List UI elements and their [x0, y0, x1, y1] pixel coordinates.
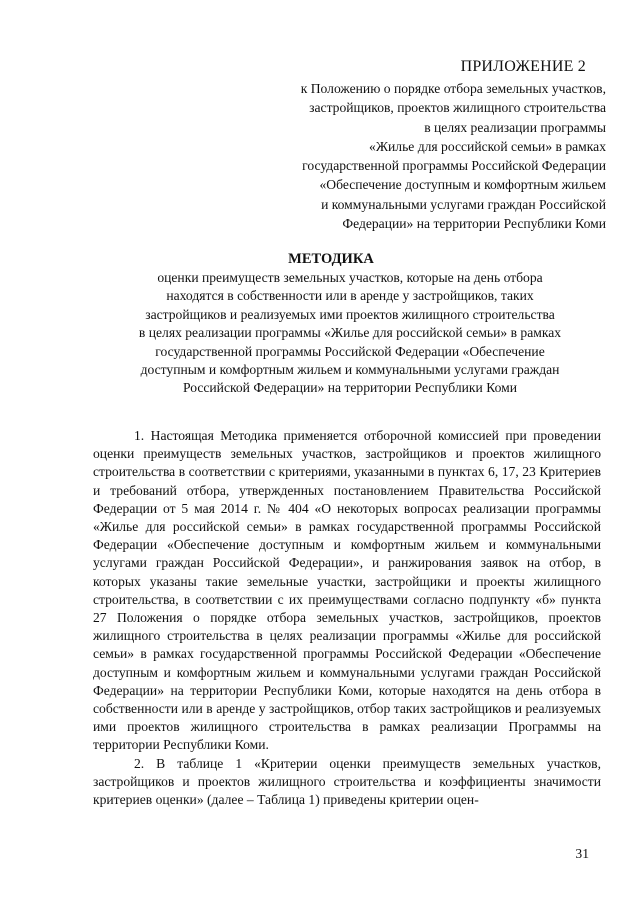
paragraph-2: 2. В таблице 1 «Критерии оценки преимуществ земельных участков, застройщиков и проектов жилищного строительства и коэффициенты значимости критериев оценки» (далее – Таблица 1) приведены критерии оцен- [93, 755, 601, 808]
method-line: оценки преимуществ земельных участков, которые на день отбора [157, 270, 543, 285]
appendix-subtitle [186, 79, 606, 233]
appendix-line: «Обеспечение доступным и комфортным жильем [319, 177, 606, 193]
appendix-line: и коммунальными услугами граждан Российской [321, 196, 606, 212]
appendix-line: застройщиков, проектов жилищного строительства [309, 100, 606, 116]
appendix-line: в целях реализации программы [424, 119, 606, 135]
appendix-title: ПРИЛОЖЕНИЕ 2 [460, 58, 586, 75]
method-title: МЕТОДИКА [288, 251, 374, 267]
method-line: доступным и комфортным жильем и коммунальными услугами граждан [140, 362, 560, 378]
method-line: застройщиков и реализуемых ими проектов жилищного строительства [145, 306, 555, 322]
appendix-line: Федерации» на территории Республики Коми [342, 216, 606, 232]
method-subtitle [100, 269, 600, 398]
appendix-line: к Положению о порядке отбора земельных участков, [300, 81, 606, 96]
method-line: в целях реализации программы «Жилье для российской семьи» в рамках [138, 325, 562, 341]
appendix-line: государственной программы Российской Федерации [302, 158, 606, 174]
appendix-line: «Жилье для российской семьи» в рамках [369, 138, 606, 154]
method-line: Российской Федерации» на территории Республики Коми [182, 380, 518, 396]
page-number: 31 [575, 846, 589, 861]
method-line: находятся в собственности или в аренде у застройщиков, таких [166, 288, 534, 304]
method-line: государственной программы Российской Федерации «Обеспечение [155, 343, 545, 359]
paragraph-1: 1. Настоящая Методика применяется отборочной комиссией при проведении оценки преимуществ земельных участков, застройщиков и проектов жилищного строительства в соответствии с критериями, указанными в пунктах 6, 17, 23 Критериев и требований отбора, утвержденных постановлением Правительства Российской Федерации от 5 мая 2014 г. № 404 «О некоторых вопросах реализации программы «Жилье для российской семьи» в рамках государственной программы Российской Федерации «Обеспечение доступным и комфортным жильем и коммунальными услугами граждан Российской Федерации», и ранжирования заявок на отбор, в которых указаны такие земельные участки, застройщики и проекты жилищного строительства, в соответствии с их преимуществами согласно подпункту «б» пункта 27 Положения о порядке отбора земельных участков, застройщиков, проектов жилищного строительства в целях реализации программы «Жилье для российской семьи» в рамках государственной программы Российской Федерации «Обеспечение доступным и комфортным жильем и коммунальными услугами граждан Российской Федерации» на территории Республики Коми, которые находятся на день отбора в собственности или в аренде у застройщиков, отбор таких застройщиков и реализуемых ими проектов жилищного строительства в рамках реализации Программы на территории Республики Коми. [93, 428, 601, 753]
document-body [93, 427, 601, 809]
